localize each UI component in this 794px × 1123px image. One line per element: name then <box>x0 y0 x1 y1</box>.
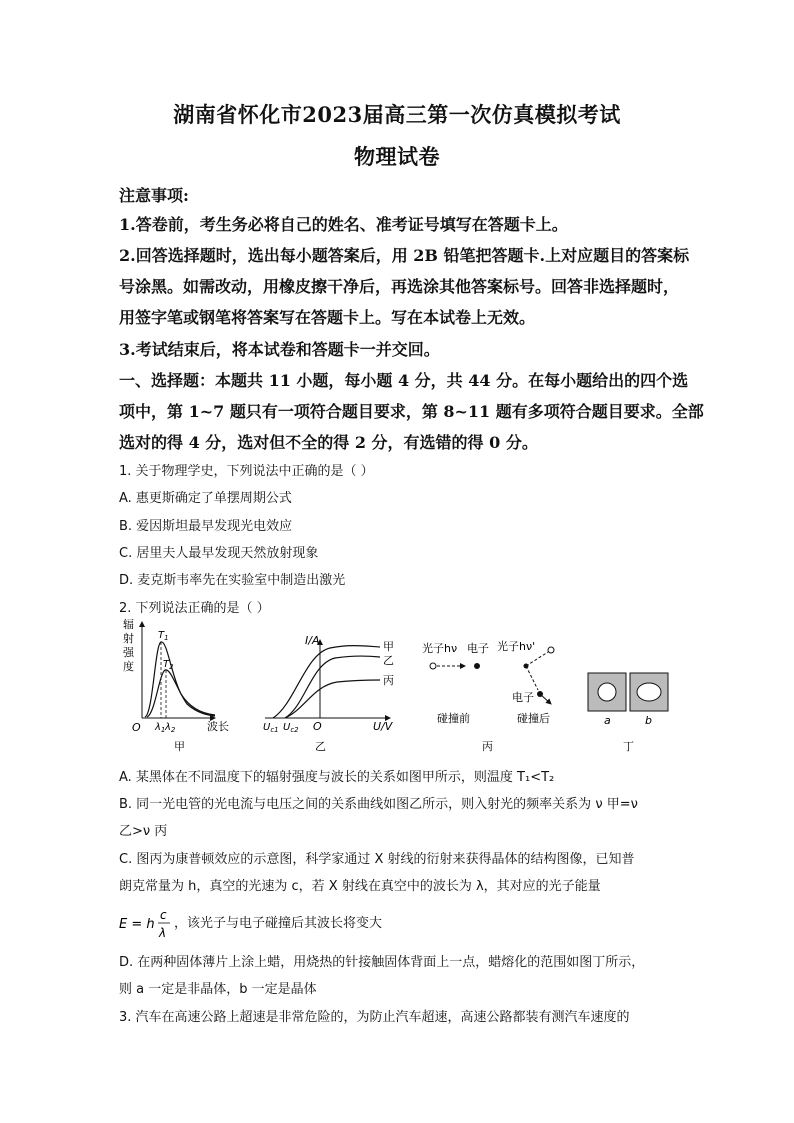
exam-subject: 物理试卷 <box>354 144 440 169</box>
bing-photon-after: 光子hν' <box>497 640 536 653</box>
bing-electron-after: 电子 <box>512 691 534 704</box>
notice-line-1: 1.答卷前，考生务必将自己的姓名、准考证号填写在答题卡上。 <box>119 215 568 234</box>
notice-line-3: 号涂黑。如需改动，用橡皮擦干净后，再选涂其他答案标号。回答非选择题时， <box>119 277 680 296</box>
bing-scatter-photon <box>526 652 548 666</box>
figure-ding <box>588 673 668 753</box>
jia-t2-label: $T_2$ <box>163 659 174 671</box>
yi-uc1: $U_{c1}$ <box>263 722 279 734</box>
q1-option-d: D. 麦克斯韦率先在实验室中制造出激光 <box>119 573 346 588</box>
q2-option-b-line1: B. 同一光电管的光电流与电压之间的关系曲线如图乙所示，则入射光的频率关系为 ν 甲=ν <box>119 797 638 812</box>
q2-option-c-line3: ，该光子与电子碰撞后其波长将变大 <box>174 916 383 931</box>
q2-figures-svg <box>115 614 685 764</box>
jia-ylabel-3: 强 <box>123 646 134 659</box>
bing-after-label: 碰撞后 <box>517 712 550 725</box>
bing-scatter-electron <box>526 666 538 690</box>
ding-caption: 丁 <box>623 740 634 753</box>
figure-jia <box>123 618 229 753</box>
jia-t1-label: $T_1$ <box>158 630 169 642</box>
q2-stem: 2. 下列说法正确的是（ ） <box>119 601 270 616</box>
yi-label-yi: 乙 <box>383 654 394 667</box>
bing-electron-dot <box>474 663 480 669</box>
q1-option-b: B. 爱因斯坦最早发现光电效应 <box>119 519 293 534</box>
jia-caption: 甲 <box>174 740 185 753</box>
ding-melt-b <box>637 683 661 701</box>
bing-electron-arrow <box>540 694 551 704</box>
jia-ylabel-1: 辐 <box>123 618 134 631</box>
section1-line-3: 选对的得 4 分，选对但不全的得 2 分，有选错的得 0 分。 <box>119 433 538 452</box>
yi-ylabel: I/A <box>305 634 320 647</box>
yi-xlabel: U/V <box>373 720 393 733</box>
bing-before-label: 碰撞前 <box>437 712 470 725</box>
q2-figures <box>115 614 685 764</box>
jia-ylabel-4: 度 <box>123 660 134 673</box>
yi-origin: O <box>313 720 322 733</box>
ding-melt-a <box>598 683 616 701</box>
yi-uc2: $U_{c2}$ <box>283 722 299 734</box>
section1-line-1: 一、选择题：本题共 11 小题，每小题 4 分，共 44 分。在每小题给出的四个选 <box>119 371 689 390</box>
yi-label-bing: 丙 <box>383 674 394 687</box>
notice-line-2: 2.回答选择题时，选出每小题答案后，用 2B 铅笔把答题卡.上对应题目的答案标 <box>119 246 690 265</box>
formula-svg <box>119 906 179 942</box>
jia-lambda1: $\lambda_1$ <box>155 722 166 734</box>
exam-title: 湖南省怀化市2023届高三第一次仿真模拟考试 <box>173 102 621 127</box>
notice-line-4: 用签字笔或钢笔将答案写在答题卡上。写在本试卷上无效。 <box>119 308 536 327</box>
q2-option-d-line2: 则 a 一定是非晶体，b 一定是晶体 <box>119 982 317 997</box>
bing-scatter-photon-dot <box>548 647 554 653</box>
q1-option-a: A. 惠更斯确定了单摆周期公式 <box>119 491 292 506</box>
bing-photon-dot <box>430 663 436 669</box>
bing-caption: 丙 <box>482 740 493 753</box>
q1-stem: 1. 关于物理学史，下列说法中正确的是（ ） <box>119 464 374 479</box>
yi-label-jia: 甲 <box>383 640 394 653</box>
figure-bing <box>422 639 554 753</box>
notice-heading: 注意事项: <box>119 186 189 205</box>
jia-xlabel: 波长 <box>207 720 229 733</box>
figure-yi <box>263 634 394 753</box>
formula-denominator: λ <box>159 926 167 940</box>
notice-line-5: 3.考试结束后，将本试卷和答题卡一并交回。 <box>119 340 440 359</box>
q2-formula <box>119 906 179 946</box>
jia-lambda2: $\lambda_2$ <box>165 722 176 734</box>
jia-curve-t2 <box>147 670 215 717</box>
q2-option-c-line2: 朗克常量为 h，真空的光速为 c，若 X 射线在真空中的波长为 λ，其对应的光子能量 <box>119 879 601 894</box>
q1-option-c: C. 居里夫人最早发现天然放射现象 <box>119 546 319 561</box>
jia-ylabel-2: 射 <box>123 632 134 645</box>
formula-numerator: c <box>160 908 167 922</box>
jia-curve-t1 <box>145 642 215 717</box>
yi-caption: 乙 <box>315 740 326 753</box>
bing-electron-before: 电子 <box>467 642 489 655</box>
q2-option-c-line1: C. 图丙为康普顿效应的示意图，科学家通过 X 射线的衍射来获得晶体的结构图像，已知普 <box>119 852 635 867</box>
bing-photon-before: 光子hν <box>422 642 458 655</box>
section1-line-2: 项中，第 1~7 题只有一项符合题目要求，第 8~11 题有多项符合题目要求。全部 <box>119 402 704 421</box>
ding-label-b: b <box>645 714 652 727</box>
q2-option-d-line1: D. 在两种固体薄片上涂上蜡，用烧热的针接触固体背面上一点，蜡熔化的范围如图丁所示， <box>119 955 645 970</box>
q2-option-b-line2: 乙>ν 丙 <box>119 824 168 839</box>
yi-curve-bing <box>285 680 380 718</box>
q2-option-a: A. 某黑体在不同温度下的辐射强度与波长的关系如图甲所示，则温度 T₁<T₂ <box>119 770 555 785</box>
ding-label-a: a <box>604 714 611 727</box>
jia-origin: O <box>132 721 141 734</box>
formula-e-h: E = h <box>119 917 155 932</box>
q3-stem: 3. 汽车在高速公路上超速是非常危险的，为防止汽车超速，高速公路都装有测汽车速度的 <box>119 1010 630 1025</box>
